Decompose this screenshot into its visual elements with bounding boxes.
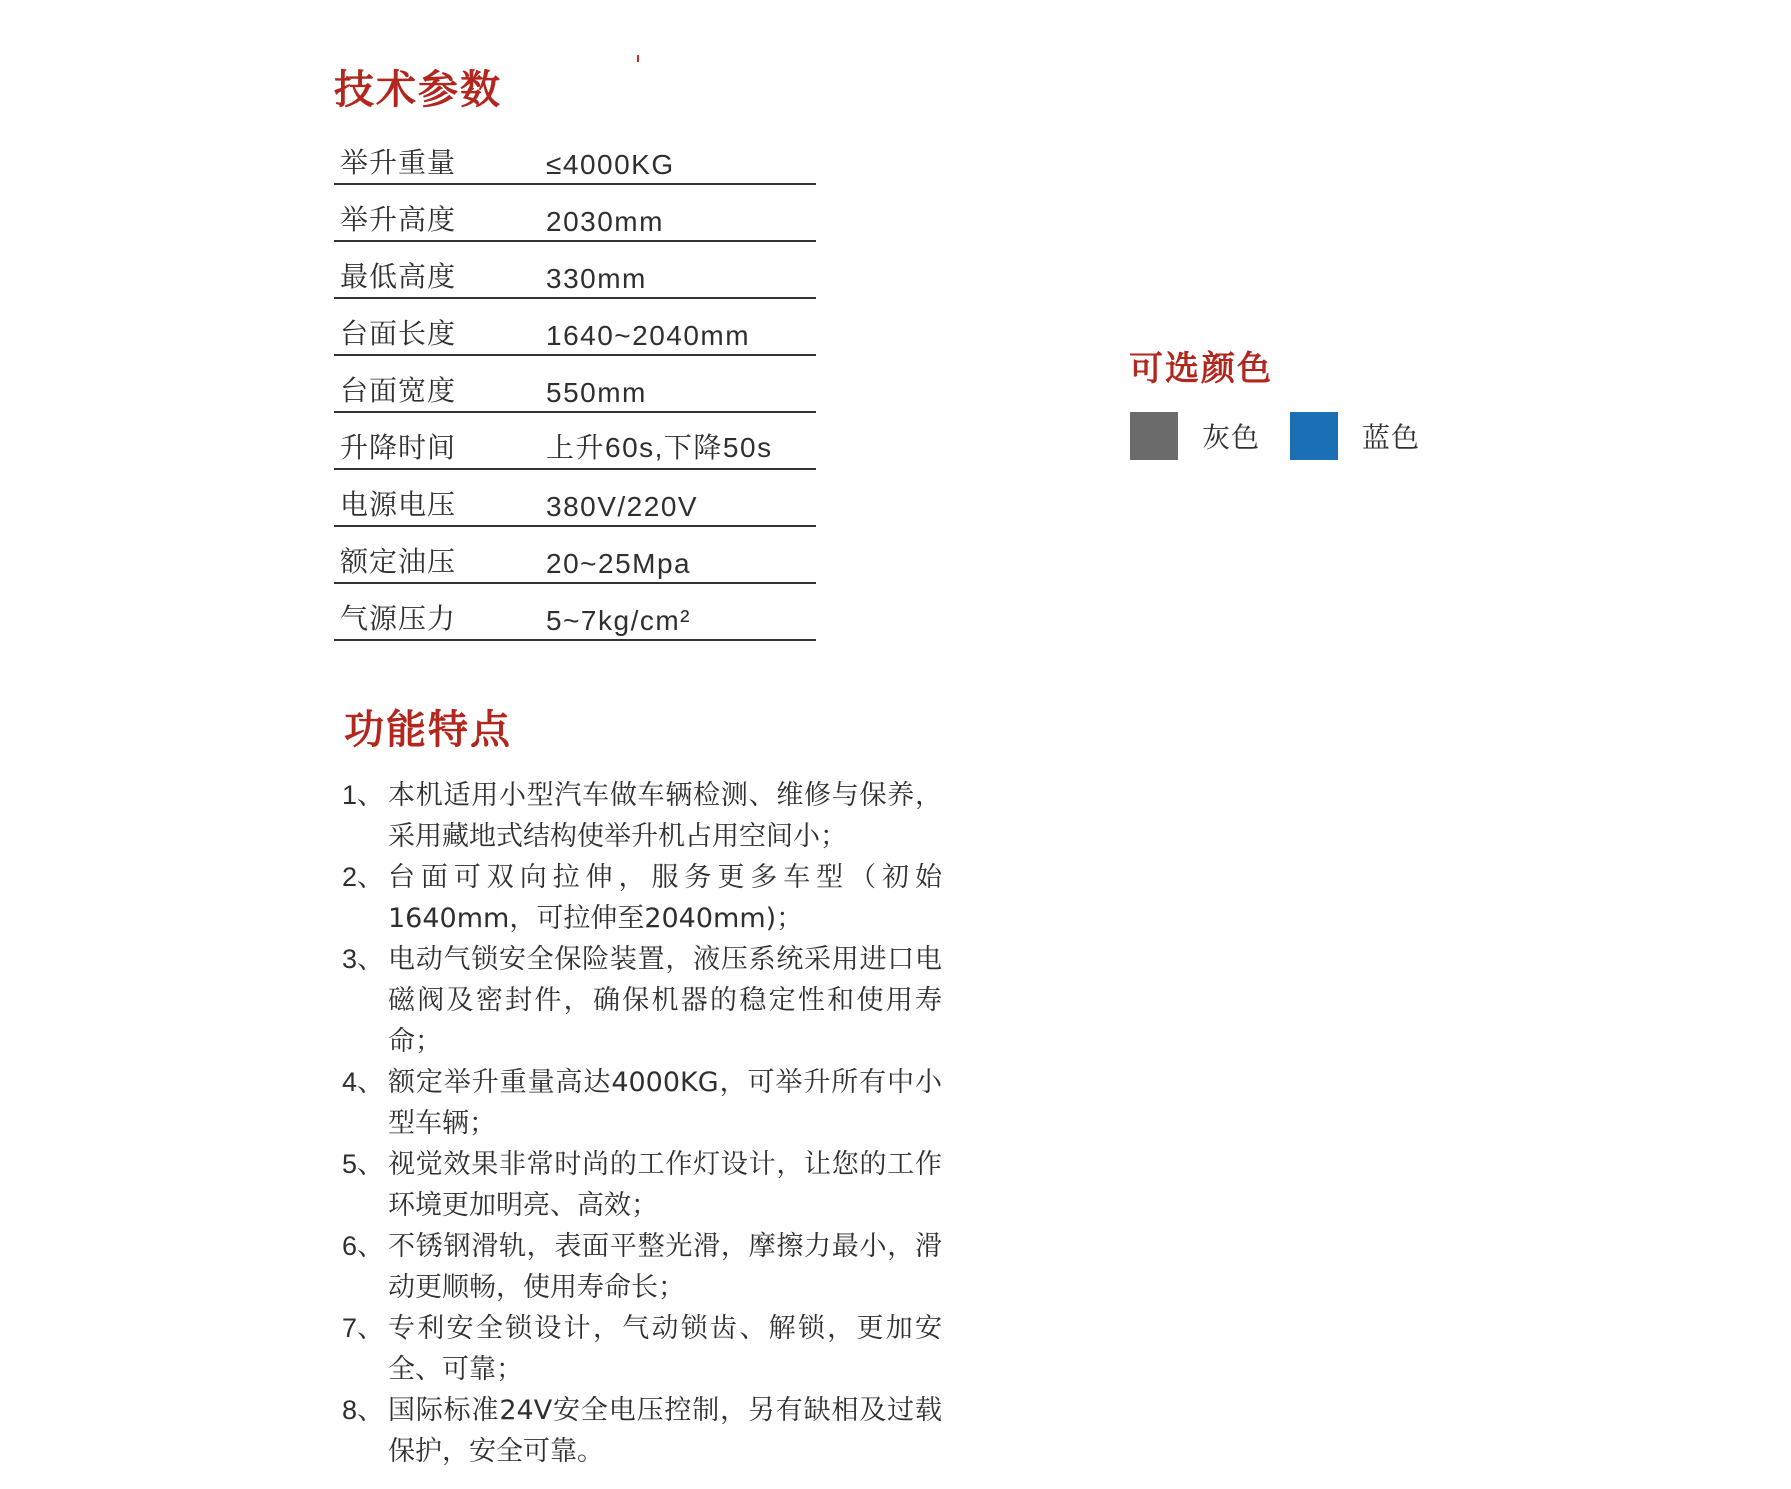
feature-text: 国际标准24V安全电压控制，另有缺相及过载保护，安全可靠。 <box>388 1395 942 1467</box>
spec-table <box>334 130 816 643</box>
spec-row <box>334 244 816 299</box>
spec-value: 上升60s,下降50s <box>546 432 773 463</box>
spec-value: 550mm <box>546 377 647 408</box>
blue-color-label: 蓝色 <box>1362 421 1421 454</box>
feature-number: 7、 <box>342 1313 385 1343</box>
color-options <box>1130 412 1450 460</box>
spec-row <box>334 529 816 584</box>
spec-label: 台面宽度 <box>340 374 457 407</box>
feature-item <box>342 1226 942 1308</box>
spec-value: 2030mm <box>546 206 664 237</box>
feature-item <box>342 939 942 1062</box>
feature-text: 电动气锁安全保险装置，液压系统采用进口电磁阀及密封件，确保机器的稳定性和使用寿命； <box>388 944 942 1057</box>
feature-item <box>342 1062 942 1144</box>
spec-value: 5~7kg/cm² <box>546 605 691 636</box>
feature-item <box>342 1308 942 1390</box>
feature-list <box>342 775 942 1472</box>
spec-label: 台面长度 <box>340 317 457 350</box>
spec-value: 330mm <box>546 263 647 294</box>
spec-label: 额定油压 <box>340 545 457 578</box>
spec-value: ≤4000KG <box>546 149 675 180</box>
feature-text: 台面可双向拉伸，服务更多车型（初始1640mm，可拉伸至2040mm)； <box>388 862 942 934</box>
feature-item <box>342 775 942 857</box>
colors-section-title: 可选颜色 <box>1129 349 1273 389</box>
blue-color-swatch <box>1290 412 1338 460</box>
spec-row <box>334 415 816 470</box>
spec-value: 20~25Mpa <box>546 548 692 579</box>
spec-value: 1640~2040mm <box>546 320 751 351</box>
feature-item <box>342 1144 942 1226</box>
spec-row <box>334 586 816 641</box>
decorative-tick <box>637 55 639 62</box>
feature-number: 1、 <box>342 780 385 810</box>
feature-number: 3、 <box>342 944 385 974</box>
features-section-title: 功能特点 <box>344 707 512 753</box>
spec-label: 举升高度 <box>340 203 457 236</box>
spec-label: 电源电压 <box>340 488 457 521</box>
gray-color-label: 灰色 <box>1202 421 1261 454</box>
gray-color-swatch <box>1130 412 1178 460</box>
feature-number: 5、 <box>342 1149 385 1179</box>
feature-number: 6、 <box>342 1231 385 1261</box>
feature-number: 4、 <box>342 1067 385 1097</box>
feature-text: 不锈钢滑轨，表面平整光滑，摩擦力最小，滑动更顺畅，使用寿命长； <box>388 1231 942 1303</box>
spec-label: 升降时间 <box>340 431 457 464</box>
spec-row <box>334 358 816 413</box>
feature-number: 8、 <box>342 1395 385 1425</box>
spec-label: 气源压力 <box>340 602 457 635</box>
spec-section-title: 技术参数 <box>334 67 502 113</box>
spec-row <box>334 301 816 356</box>
spec-row <box>334 187 816 242</box>
feature-text: 本机适用小型汽车做车辆检测、维修与保养，采用藏地式结构使举升机占用空间小； <box>388 780 942 852</box>
feature-number: 2、 <box>342 862 385 892</box>
feature-item <box>342 857 942 939</box>
spec-label: 最低高度 <box>340 260 457 293</box>
feature-item <box>342 1390 942 1472</box>
spec-value: 380V/220V <box>546 491 699 522</box>
spec-label: 举升重量 <box>340 146 457 179</box>
spec-row <box>334 472 816 527</box>
feature-text: 专利安全锁设计，气动锁齿、解锁，更加安全、可靠； <box>388 1313 942 1385</box>
feature-text: 视觉效果非常时尚的工作灯设计，让您的工作环境更加明亮、高效； <box>388 1149 942 1221</box>
feature-text: 额定举升重量高达4000KG，可举升所有中小型车辆； <box>388 1067 942 1139</box>
spec-row <box>334 130 816 185</box>
